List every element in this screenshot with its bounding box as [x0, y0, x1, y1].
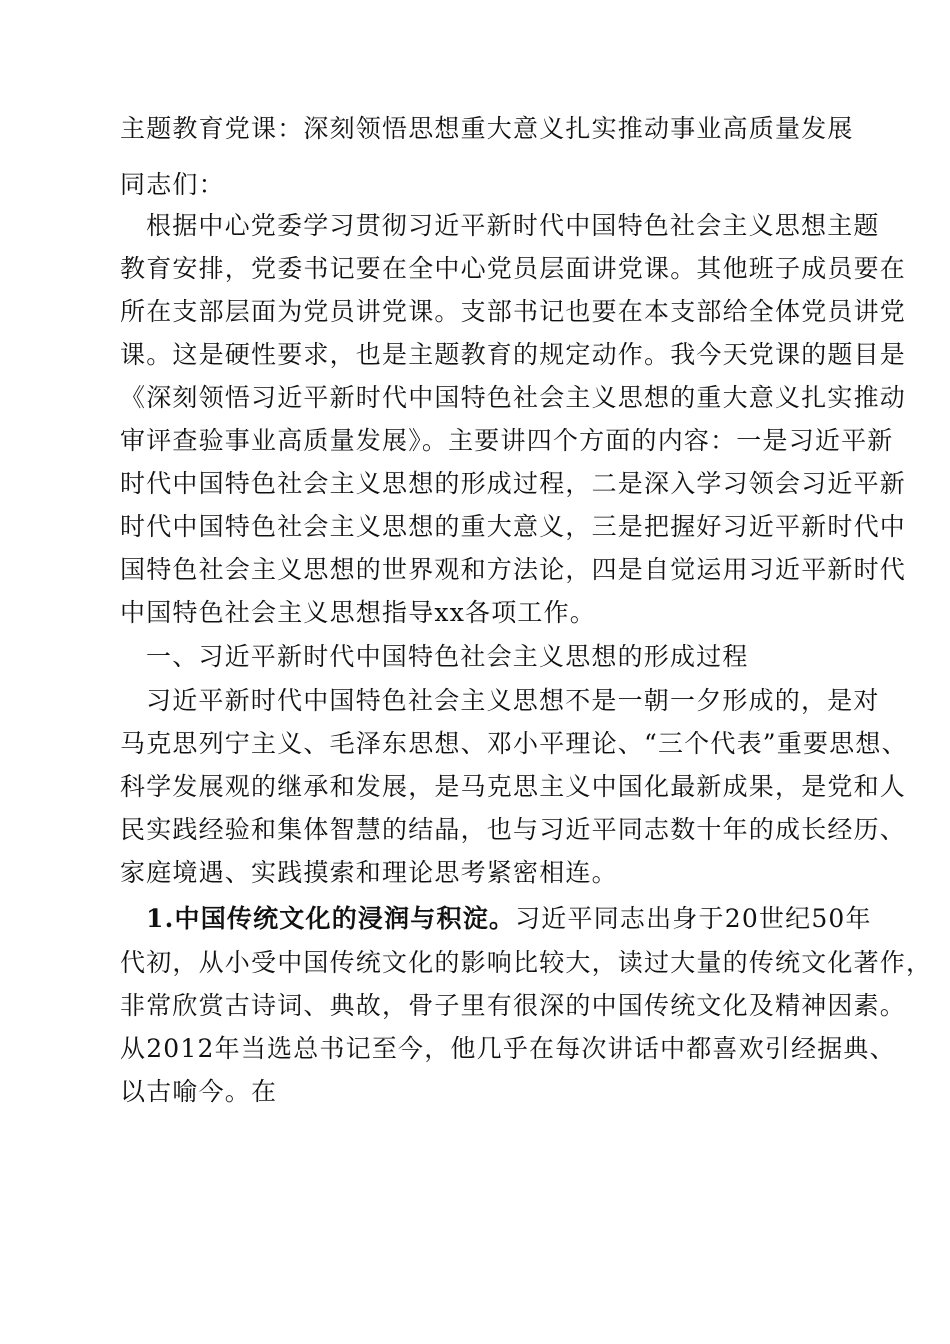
section-1-heading: 一、习近平新时代中国特色社会主义思想的形成过程: [146, 642, 749, 671]
document-title: 主题教育党课：深刻领悟思想重大意义扎实推动事业高质量发展: [120, 114, 854, 143]
intro-line-5: 《深刻领悟习近平新时代中国特色社会主义思想的重大意义扎实推动: [120, 383, 907, 412]
intro-line-4: 课。这是硬性要求，也是主题教育的规定动作。我今天党课的题目是: [120, 340, 907, 369]
section-1-line-4: 民实践经验和集体智慧的结晶，也与习近平同志数十年的成长经历、: [120, 815, 907, 844]
subsection-1-line-2: 代初，从小受中国传统文化的影响比较大，读过大量的传统文化著作，: [120, 948, 933, 977]
subsection-1-line-4: 从2012年当选总书记至今，他几乎在每次讲话中都喜欢引经据典、: [120, 1034, 896, 1063]
subsection-1-first-line: [146, 904, 872, 934]
intro-line-1: 根据中心党委学习贯彻习近平新时代中国特色社会主义思想主题: [146, 211, 880, 240]
intro-line-3: 所在支部层面为党员讲党课。支部书记也要在本支部给全体党员讲党: [120, 297, 907, 326]
subsection-1-line-5: 以古喻今。在: [120, 1077, 278, 1106]
subsection-1-first-line-rest: 习近平同志出身于20世纪50年: [515, 904, 872, 933]
section-1-line-5: 家庭境遇、实践摸索和理论思考紧密相连。: [120, 858, 618, 887]
intro-line-8: 时代中国特色社会主义思想的重大意义，三是把握好习近平新时代中: [120, 512, 907, 541]
section-1-line-3: 科学发展观的继承和发展，是马克思主义中国化最新成果，是党和人: [120, 772, 907, 801]
intro-line-9: 国特色社会主义思想的世界观和方法论，四是自觉运用习近平新时代: [120, 555, 907, 584]
intro-line-10: 中国特色社会主义思想指导xx各项工作。: [120, 598, 596, 627]
subsection-1-heading: 1.中国传统文化的浸润与积淀。: [146, 904, 516, 933]
intro-line-2: 教育安排，党委书记要在全中心党员层面讲党课。其他班子成员要在: [120, 254, 907, 283]
intro-line-7: 时代中国特色社会主义思想的形成过程，二是深入学习领会习近平新: [120, 469, 907, 498]
intro-line-6: 审评查验事业高质量发展》。主要讲四个方面的内容：一是习近平新: [120, 426, 894, 455]
section-1-line-2: 马克思列宁主义、毛泽东思想、邓小平理论、“三个代表”重要思想、: [120, 729, 908, 758]
subsection-1-line-3: 非常欣赏古诗词、典故，骨子里有很深的中国传统文化及精神因素。: [120, 991, 907, 1020]
section-1-line-1: 习近平新时代中国特色社会主义思想不是一朝一夕形成的，是对: [146, 686, 880, 715]
salutation: 同志们：: [120, 170, 225, 199]
